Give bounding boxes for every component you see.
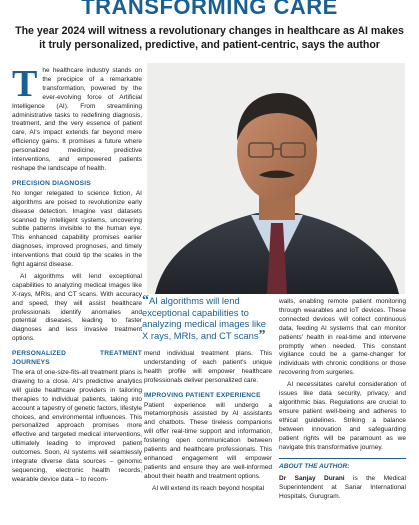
- subhead-patient-experience: IMPROVING PATIENT EXPERIENCE: [144, 391, 261, 399]
- pull-quote-text: AI algorithms will lend exceptional capabilities to analyzing medical images like X rays, MRIs, and CT scans: [142, 295, 267, 341]
- paragraph: walls, enabling remote patient monitoring through wearables and IoT devices. These connected devices will collect continuous data, feeding AI systems that can monitor patients' health in real-time and intervene promptly when needed. This constant vigilance could be a game-changer for individuals with chronic conditions or those recovering from surgeries.: [279, 298, 406, 377]
- about-author-heading: ABOUT THE AUTHOR:: [279, 458, 406, 472]
- paragraph: The era of one-size-fits-all treatment plans is drawing to a close. AI's predictive analytics will guide healthcare providers in tailoring therapies to individual patients, taking into account a tapestry of genetic factors, lifestyle choices, and environmental influences. This personalized approach promises more effective and targeted medical interventions, ultimately leading to improved patient outcomes. Soon, AI systems will seamlessly integrate diverse data sources – genomic sequencing, electronic health records, wearable device data – to recom-: [12, 369, 142, 483]
- standfirst: The year 2024 will witness a revolutionary changes in healthcare as AI makes it truly personalized, predictive, and patient-centric, says the author: [15, 25, 404, 51]
- quote-close-mark: ”: [258, 327, 266, 343]
- intro-text: he healthcare industry stands on the precipice of a remarkable transformation, powered by the ever-evolving force of Artificial Intelligence (AI). From streamlining administrative tasks to redefining diagnosis, treatment, and the very essence of patient care, AI's impact extends far beyond mere efficiency gains. It promises a future where personalized medicine, predictive interventions, and empowered patients reshape the landscape of health.: [12, 67, 142, 172]
- author-photo: [147, 63, 405, 294]
- paragraph: No longer relegated to science fiction, AI algorithms are poised to revolutionize early disease detection. Imagine vast datasets scanned by intelligent systems, uncovering subtle patterns invisible to the human eye. This enhanced capability promises earlier diagnoses, improved prognoses, and timely interventions that could tip the scales in the fight against disease.: [12, 189, 142, 269]
- intro-paragraph: [12, 63, 142, 174]
- paragraph: AI will extend its reach beyond hospital: [152, 484, 265, 492]
- paragraph: mend individual treatment plans. This understanding of each patient's unique health profile will empower healthcare professionals deliver personalized care.: [144, 350, 272, 384]
- author-bio: is the Medical Superintendent at Sanar International Hospitals, Gurugram.: [279, 475, 406, 501]
- column-3: [279, 298, 406, 505]
- paragraph: Patient experience will undergo a metamorphosis assisted by AI assistants and chatbots. These tireless companions will offer real-time support and information, fostering open communication between patients and healthcare professionals. This enhanced engagement will empower patients and ensure they are well-informed about their health and treatment options.: [144, 401, 272, 480]
- author-name: Dr Sanjay Durani: [279, 475, 345, 483]
- column-2: [144, 350, 272, 497]
- pull-quote: [142, 295, 270, 341]
- portrait-illustration: [147, 63, 405, 294]
- paragraph: AI algorithms will lend exceptional capabilities to analyzing medical images like X-rays, MRIs, and CT scans. With accuracy and speed, they will assist healthcare professionals identify anomalies and potential diseases, leading to faster diagnoses and less invasive treatment options.: [12, 272, 142, 343]
- paragraph: AI necessitates careful consideration of issues like data security, privacy, and algorithmic bias. Regulations are crucial to ensure patient well-being and adheres to ethical guidelines. Striking a balance between innovation and safeguarding patient rights will be paramount as we navigate this transformative journey.: [279, 381, 406, 451]
- subhead-precision-diagnosis: PRECISION DIAGNOSIS: [12, 179, 91, 187]
- subhead-personalized-treatment: PERSONALIZED TREATMENT JOURNEYS: [12, 350, 142, 367]
- drop-cap: T: [12, 63, 38, 105]
- column-1: [12, 63, 142, 488]
- headline: TRANSFORMING CARE: [81, 0, 338, 19]
- about-author-text: [279, 475, 406, 502]
- quote-open-mark: “: [142, 293, 149, 308]
